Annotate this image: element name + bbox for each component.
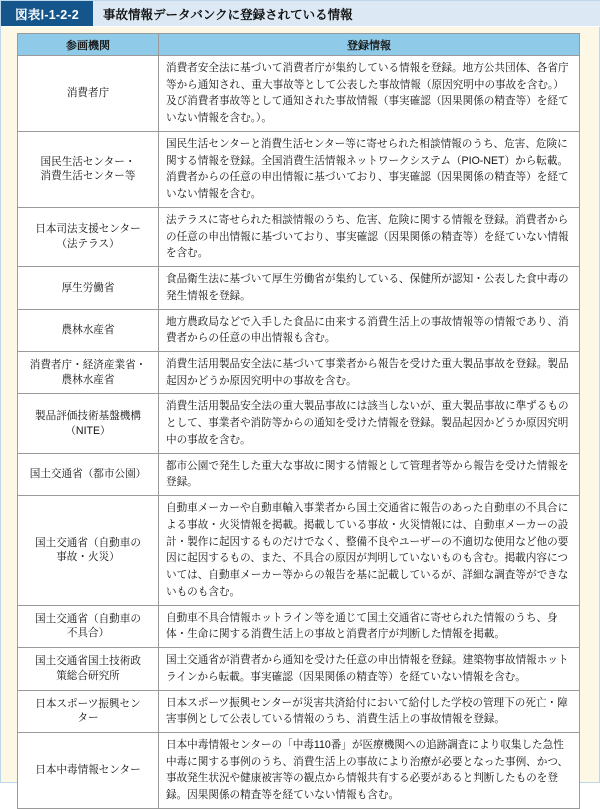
table-row xyxy=(18,309,580,351)
table-row xyxy=(18,267,580,309)
table-row xyxy=(18,394,580,453)
cell-organization: 日本スポーツ振興セン ター xyxy=(18,690,159,732)
table-row xyxy=(18,207,580,266)
table-row xyxy=(18,131,580,207)
cell-registered-information: 自動車不具合情報ホットライン等を通じて国土交通省に寄せられた情報のうち、身体・生命に関する消費生活上の事故と消費者庁が判断した情報を掲載。 xyxy=(159,605,580,647)
table-row xyxy=(18,352,580,394)
cell-organization: 国土交通省（自動車の 不具合） xyxy=(18,605,159,647)
registered-information-table xyxy=(17,33,580,809)
table-head xyxy=(18,34,580,56)
cell-registered-information: 国土交通省が消費者から通知を受けた任意の申出情報を登録。建築物事故情報ホットラインから転載。事実確認（因果関係の精査等）を経ていない情報を含む。 xyxy=(159,648,580,690)
column-header-registered-information: 登録情報 xyxy=(159,34,580,56)
cell-organization: 厚生労働省 xyxy=(18,267,159,309)
cell-organization: 日本司法支援センター （法テラス） xyxy=(18,207,159,266)
table-row xyxy=(18,732,580,808)
column-header-organization: 参画機関 xyxy=(18,34,159,56)
cell-registered-information: 地方農政局などで入手した食品に由来する消費生活上の事故情報等の情報であり、消費者からの任意の申出情報も含む。 xyxy=(159,309,580,351)
cell-registered-information: 消費者安全法に基づいて消費者庁が集約している情報を登録。地方公共団体、各省庁等から通知され、重大事故等として公表した事故情報（原因究明中の事故を含む。）及び消費者事故等として通知された事故情報（事実確認（因果関係の精査等）を経ていない情報を含む。）。 xyxy=(159,56,580,132)
figure-number-badge: 図表Ⅰ-1-2-2 xyxy=(1,1,93,26)
table-row xyxy=(18,496,580,605)
cell-organization: 消費者庁 xyxy=(18,56,159,132)
cell-registered-information: 食品衛生法に基づいて厚生労働省が集約している、保健所が認知・公表した食中毒の発生情報を登録。 xyxy=(159,267,580,309)
cell-registered-information: 消費生活用製品安全法の重大製品事故には該当しないが、重大製品事故に準ずるものとして、事業者や消防等からの通知を受けた情報を登録。製品起因かどうか原因究明中の事故を含む。 xyxy=(159,394,580,453)
cell-registered-information: 日本スポーツ振興センターが災害共済給付において給付した学校の管理下の死亡・障害事例として公表している情報のうち、消費生活上の事故情報を登録。 xyxy=(159,690,580,732)
cell-organization: 消費者庁・経済産業省・ 農林水産省 xyxy=(18,352,159,394)
cell-organization: 国土交通省国土技術政 策総合研究所 xyxy=(18,648,159,690)
cell-organization: 国土交通省（自動車の 事故・火災） xyxy=(18,496,159,605)
cell-organization: 国民生活センター・ 消費生活センター等 xyxy=(18,131,159,207)
cell-organization: 国土交通省（都市公園） xyxy=(18,453,159,495)
cell-registered-information: 都市公園で発生した重大な事故に関する情報として管理者等から報告を受けた情報を登録。 xyxy=(159,453,580,495)
table-body xyxy=(18,56,580,809)
cell-registered-information: 法テラスに寄せられた相談情報のうち、危害、危険に関する情報を登録。消費者からの任意の申出情報に基づいており、事実確認（因果関係の精査等）を経ていない情報を含む。 xyxy=(159,207,580,266)
table-row xyxy=(18,690,580,732)
table-row xyxy=(18,605,580,647)
table-container xyxy=(17,33,579,809)
cell-organization: 農林水産省 xyxy=(18,309,159,351)
table-row xyxy=(18,648,580,690)
cell-registered-information: 自動車メーカーや自動車輸入事業者から国土交通省に報告のあった自動車の不具合による事故・火災情報を掲載。掲載している事故・火災情報には、自動車メーカーの設計・製作に起因するものだけでなく、整備不良やユーザーの不適切な使用など他の要因に起因するもの、また、不具合の原因が判明していないものも含む。掲載内容については、自動車メーカー等からの報告を基に記載しているが、詳細な調査等ができないものも含む。 xyxy=(159,496,580,605)
cell-registered-information: 日本中毒情報センターの「中毒110番」が医療機関への追跡調査により収集した急性中毒に関する事例のうち、消費生活上の事故により治療が必要となった事例、かつ、事故発生状況や健康被害等の観点から情報共有する必要があると判断したものを登録。因果関係の精査等を経ていない情報も含む。 xyxy=(159,732,580,808)
figure-title-bar xyxy=(1,1,600,27)
cell-registered-information: 消費生活用製品安全法に基づいて事業者から報告を受けた重大製品事故を登録。製品起因かどうか原因究明中の事故を含む。 xyxy=(159,352,580,394)
cell-organization: 日本中毒情報センター xyxy=(18,732,159,808)
cell-organization: 製品評価技術基盤機構 （NITE） xyxy=(18,394,159,453)
table-row xyxy=(18,56,580,132)
table-header-row xyxy=(18,34,580,56)
table-row xyxy=(18,453,580,495)
figure-title: 事故情報データバンクに登録されている情報 xyxy=(103,7,353,22)
cell-registered-information: 国民生活センターと消費生活センター等に寄せられた相談情報のうち、危害、危険に関する情報を登録。全国消費生活情報ネットワークシステム（PIO-NET）から転載。消費者からの任意の申出情報に基づいており、事実確認（因果関係の精査等）を経ていない情報を含む。 xyxy=(159,131,580,207)
